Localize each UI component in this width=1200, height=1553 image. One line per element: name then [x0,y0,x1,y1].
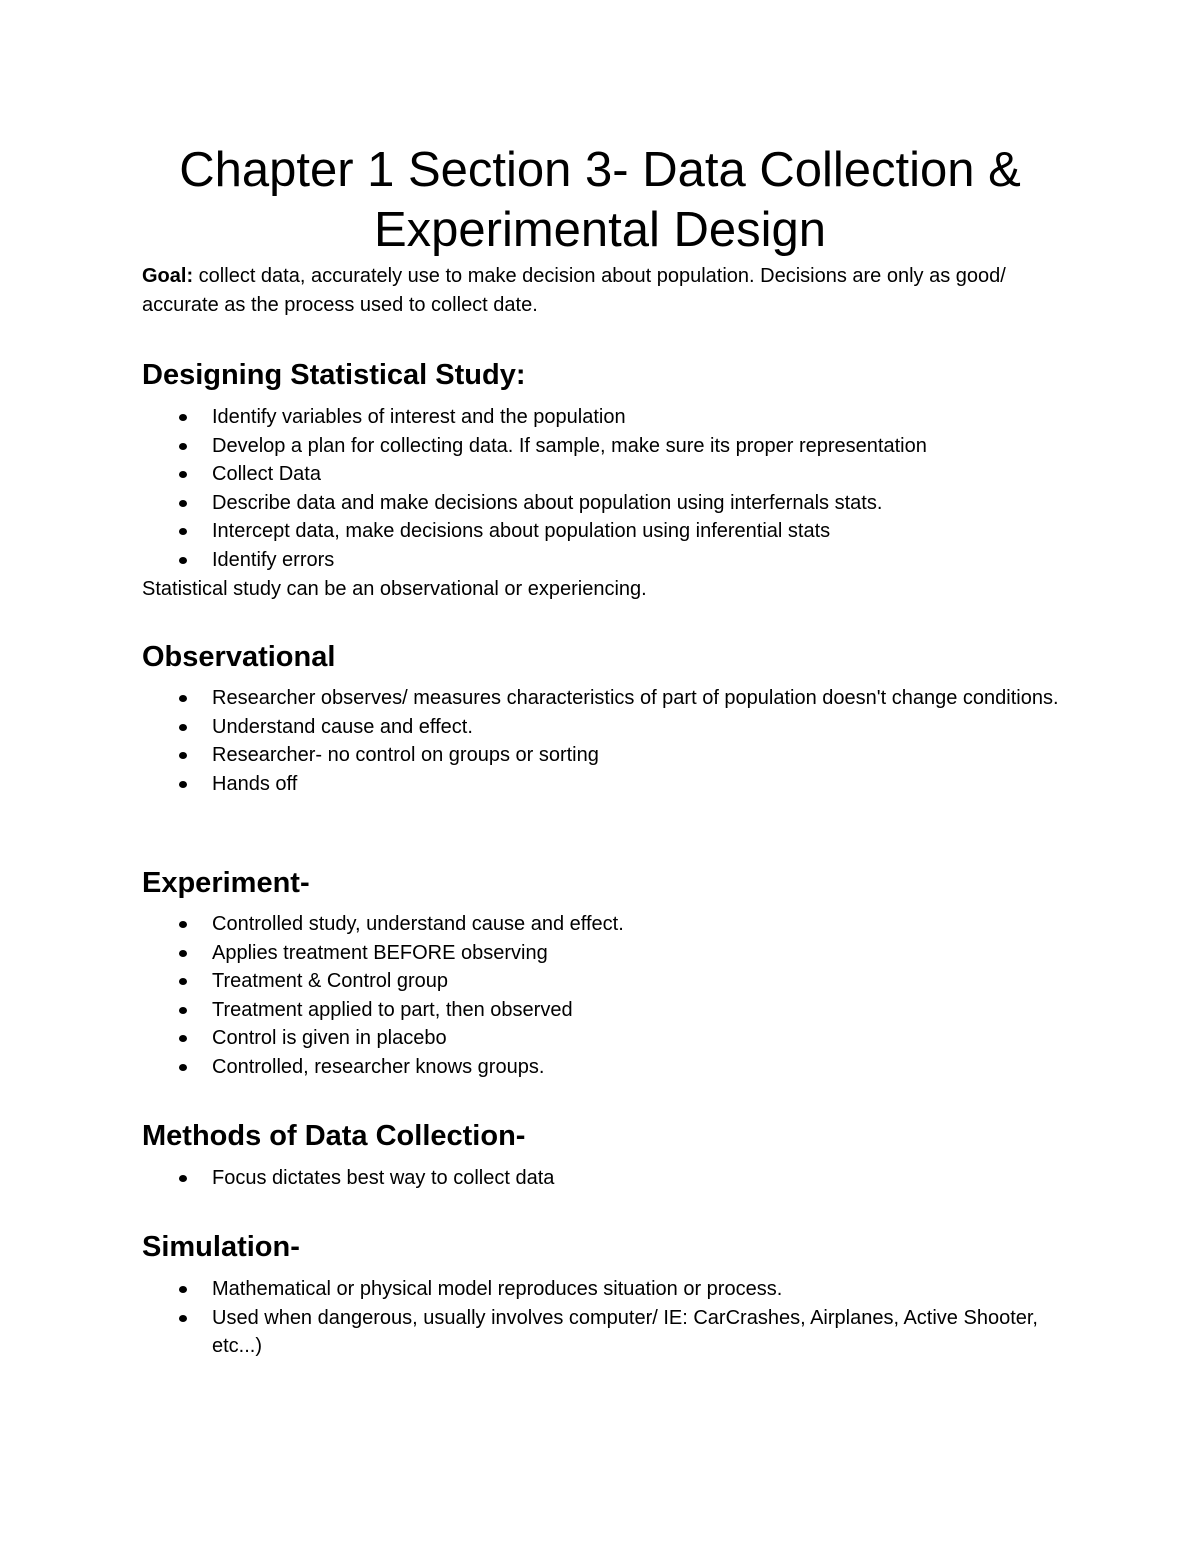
list-item: Intercept data, make decisions about population using inferential stats [142,517,1062,546]
goal-text: collect data, accurately use to make decision about population. Decisions are only as good/ accurate as the process used to collect date. [142,265,1006,316]
bullet-icon [179,695,187,702]
experiment-list [142,910,1062,1081]
list-item: Researcher observes/ measures characteristics of part of population doesn't change conditions. [142,684,1062,713]
bullet-icon [179,414,187,421]
bullet-icon [179,1035,187,1042]
study-type-note: Statistical study can be an observational or experiencing. [142,578,647,600]
list-item: Collect Data [142,460,1062,489]
list-item: Treatment & Control group [142,967,1062,996]
list-item: Identify variables of interest and the population [142,403,1062,432]
observational-list [142,684,1062,798]
list-item: Focus dictates best way to collect data [142,1164,1062,1193]
list-item: Researcher- no control on groups or sorting [142,741,1062,770]
bullet-icon [179,443,187,450]
heading-methods-of-data-collection: Methods of Data Collection- [142,1120,526,1152]
bullet-icon [179,528,187,535]
heading-experiment: Experiment- [142,867,310,899]
goal-label: Goal: [142,265,194,287]
bullet-icon [179,1007,187,1014]
list-item: Treatment applied to part, then observed [142,996,1062,1025]
bullet-icon [179,950,187,957]
page-title: Chapter 1 Section 3- Data Collection & Experimental Design [179,143,1021,257]
bullet-icon [179,921,187,928]
bullet-icon [179,1286,187,1293]
list-item: Controlled, researcher knows groups. [142,1053,1062,1082]
list-item: Controlled study, understand cause and effect. [142,910,1062,939]
list-item: Applies treatment BEFORE observing [142,939,1062,968]
methods-list [142,1164,1062,1193]
bullet-icon [179,978,187,985]
simulation-list [142,1275,1062,1361]
heading-simulation: Simulation- [142,1231,300,1263]
bullet-icon [179,752,187,759]
list-item: Hands off [142,770,1062,799]
bullet-icon [179,557,187,564]
bullet-icon [179,1175,187,1182]
bullet-icon [179,500,187,507]
list-item: Mathematical or physical model reproduces situation or process. [142,1275,1062,1304]
list-item: Describe data and make decisions about population using interfernals stats. [142,489,1062,518]
goal-paragraph [142,262,1062,320]
heading-designing-statistical-study: Designing Statistical Study: [142,359,526,391]
bullet-icon [179,1315,187,1322]
bullet-icon [179,781,187,788]
list-item: Used when dangerous, usually involves computer/ IE: CarCrashes, Airplanes, Active Shooter, etc...) [142,1304,1062,1361]
bullet-icon [179,1064,187,1071]
list-item: Develop a plan for collecting data. If sample, make sure its proper representation [142,432,1062,461]
list-item: Understand cause and effect. [142,713,1062,742]
heading-observational: Observational [142,641,336,673]
designing-list [142,403,1062,574]
list-item: Identify errors [142,546,1062,575]
list-item: Control is given in placebo [142,1024,1062,1053]
bullet-icon [179,724,187,731]
bullet-icon [179,471,187,478]
